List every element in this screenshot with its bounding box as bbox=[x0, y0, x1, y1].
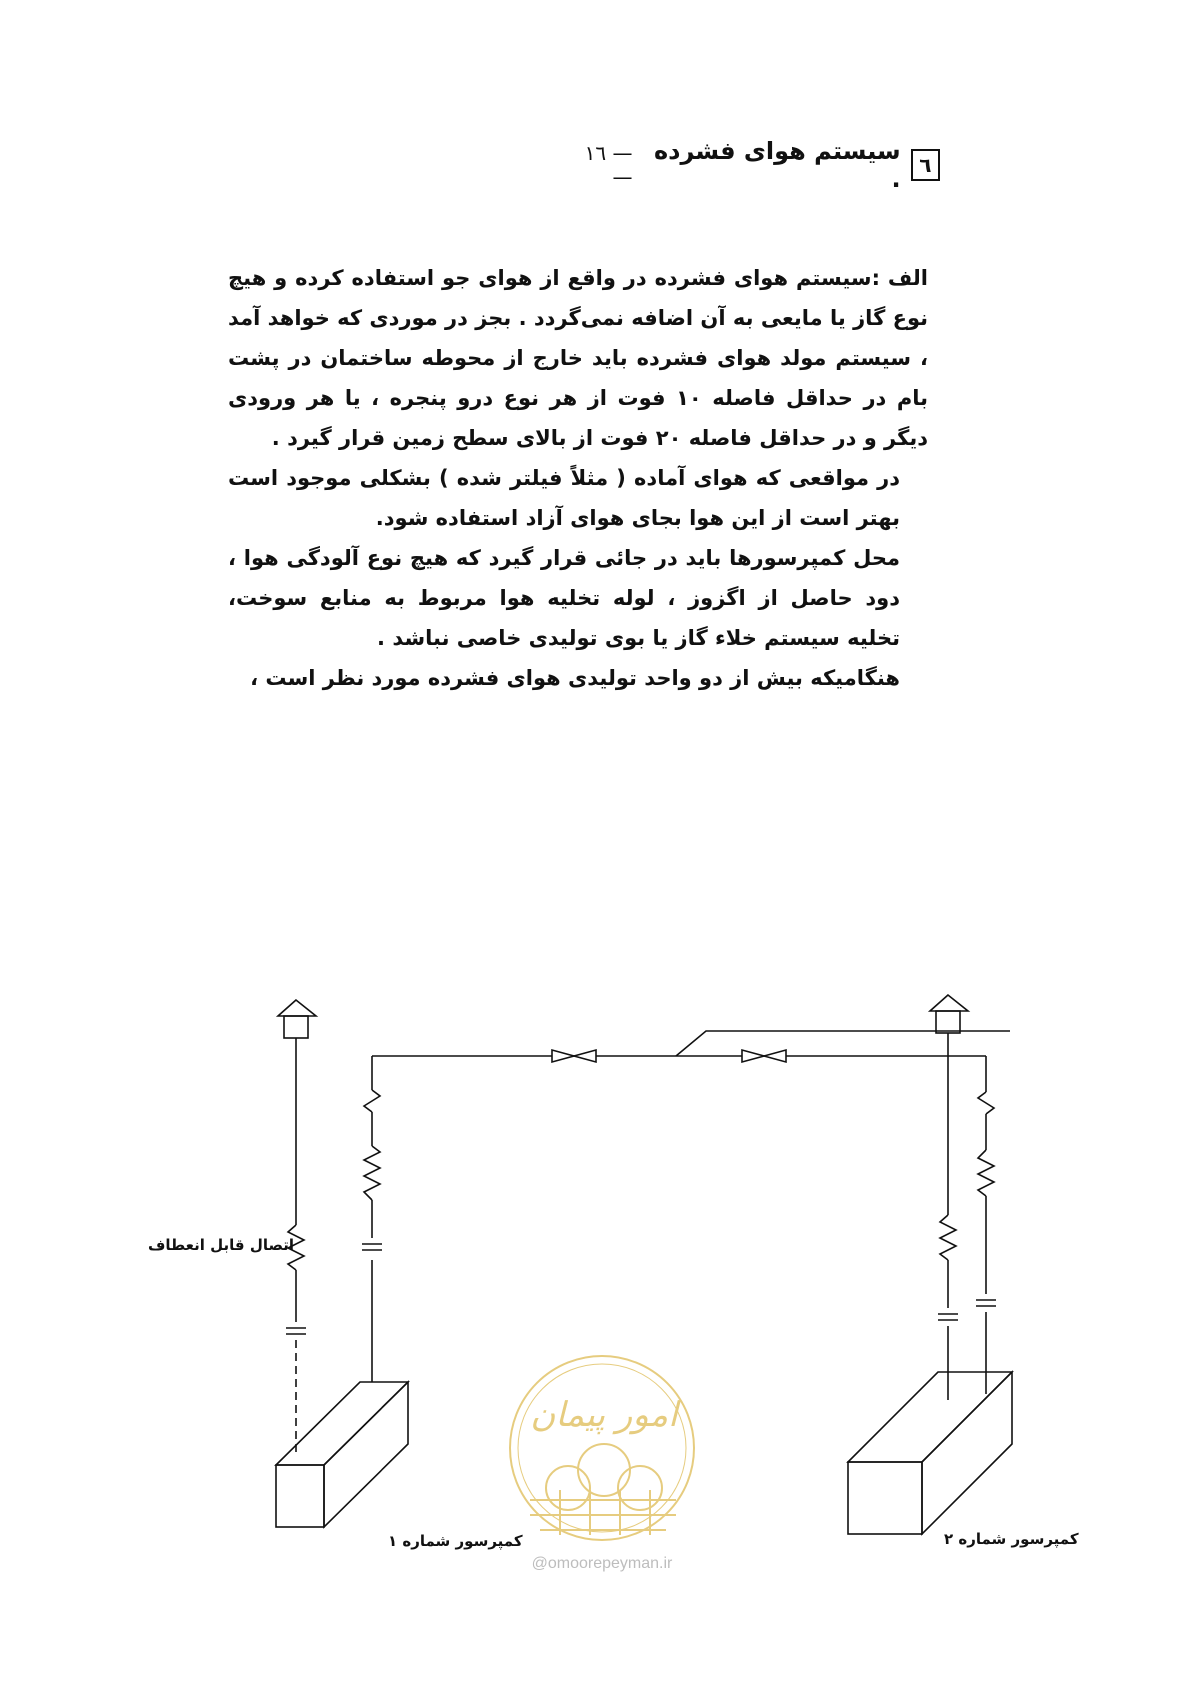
watermark-logo-text: امور پیمان bbox=[530, 1395, 678, 1435]
air-intake-hood-left bbox=[278, 1000, 316, 1454]
flex-connector-label: اتصال قابل انعطاف bbox=[148, 1236, 295, 1254]
paragraph-4: هنگامیکه بیش از دو واحد تولیدی هوای فشرده مورد نظر است ، bbox=[250, 666, 900, 690]
supply-branch-line bbox=[676, 1031, 1010, 1056]
compressor-2-label: کمپرسور شماره ۲ bbox=[944, 1530, 1079, 1548]
discharge-line-right bbox=[976, 1056, 996, 1394]
watermark-seal bbox=[510, 1356, 694, 1540]
paragraph-text: سیستم هوای فشرده در واقع از هوای جو استفاده کرده و هیچ نوع گاز یا مایعی به آن اضافه نمی‌گردد . بجز در موردی که خواهد آمد ، سیستم مولد هوای فشرده باید خارج از محوطه ساختمان در پشت بام در حداقل فاصله ۱۰ فوت از هر نوع درو پنجره ، یا هر ورودی دیگر و در حداقل فاصله ۲۰ فوت از بالای سطح زمین قرار گیرد . bbox=[228, 266, 928, 450]
section-title: سیستم هوای فشرده . bbox=[653, 137, 901, 193]
watermark-site: @omoorepeyman.ir bbox=[531, 1555, 673, 1572]
valve-left bbox=[552, 1050, 596, 1062]
compressor-1-label: کمپرسور شماره ۱ bbox=[388, 1532, 523, 1550]
section-number-box: ٦ bbox=[911, 149, 940, 181]
paragraph-lead: الف : bbox=[871, 266, 929, 290]
valve-right bbox=[742, 1050, 786, 1062]
compressor-1 bbox=[276, 1382, 408, 1527]
compressor-2 bbox=[848, 1372, 1012, 1534]
paragraph-3: محل کمپرسورها باید در جائی قرار گیرد که هیچ نوع آلودگی هوا ، دود حاصل از اگزوز ، لوله تخلیه هوا مربوط به منابع سوخت، تخلیه سیستم خلاء گاز یا بوی تولیدی خاصی نباشد . bbox=[228, 546, 900, 650]
discharge-line-left bbox=[362, 1056, 986, 1382]
paragraph-2: در مواقعی که هوای آماده ( مثلاً فیلتر شده ) بشکلی موجود است بهتر است از این هوا بجای هوای آزاد استفاده شود. bbox=[228, 466, 900, 530]
page-number: — ١٦ — bbox=[584, 141, 633, 189]
